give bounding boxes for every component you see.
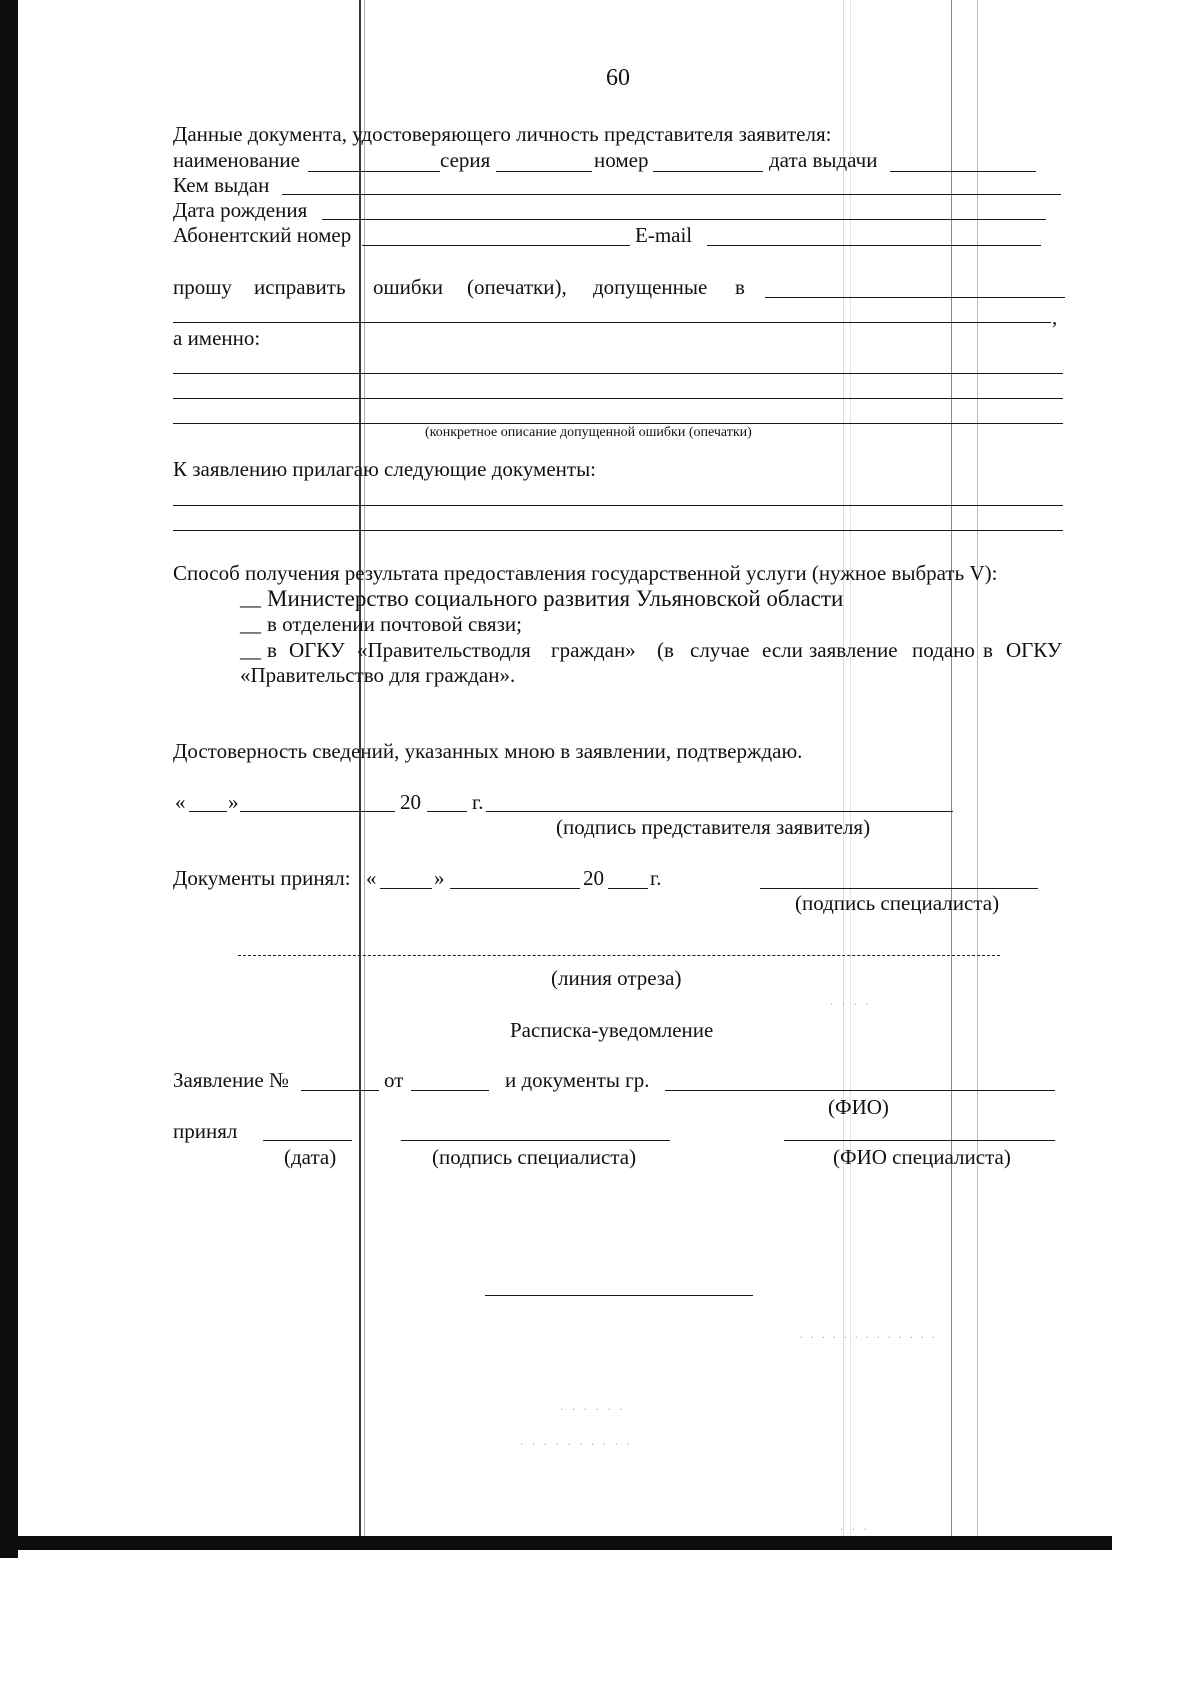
delivery-option-ogku-word: случае xyxy=(690,638,750,662)
specialist-signature-caption: (подпись специалиста) xyxy=(795,891,1000,915)
delivery-option-post: в отделении почтовой связи; xyxy=(267,612,522,636)
email-field[interactable] xyxy=(707,245,1041,246)
id-number-field[interactable] xyxy=(653,171,763,172)
birth-date-field[interactable] xyxy=(322,219,1046,220)
request-word: исправить xyxy=(254,275,346,299)
birth-date-label: Дата рождения xyxy=(173,198,308,222)
delivery-option-ogku-word: ОГКУ xyxy=(289,638,345,662)
application-from-label: от xyxy=(384,1068,404,1092)
representative-signature-caption: (подпись представителя заявителя) xyxy=(556,815,871,839)
id-series-label: серия xyxy=(440,148,491,172)
id-issue-date-field[interactable] xyxy=(890,171,1036,172)
accepted-year-prefix: 20 xyxy=(583,866,604,890)
date-year-suffix: г. xyxy=(472,790,484,814)
representative-id-heading: Данные документа, удостоверяющего личность представителя заявителя: xyxy=(173,122,832,146)
request-word: в xyxy=(735,275,745,299)
accepted-quote-close: » xyxy=(434,866,445,890)
id-name-field[interactable] xyxy=(308,171,440,172)
date-month-field[interactable] xyxy=(240,811,395,812)
date-year-field[interactable] xyxy=(427,811,467,812)
scan-speckle: · · · xyxy=(840,1525,870,1536)
error-description-line[interactable] xyxy=(173,373,1063,374)
scan-fold-line xyxy=(977,0,978,1536)
request-word: прошу xyxy=(173,275,232,299)
application-number-label: Заявление № xyxy=(173,1068,290,1092)
delivery-option-ministry: Министерство социального развития Ульяновской области xyxy=(267,586,844,611)
receipt-accepted-label: принял xyxy=(173,1119,238,1143)
scan-left-border xyxy=(0,0,18,1558)
accepted-day-field[interactable] xyxy=(380,888,432,889)
delivery-option-ogku-word: подано xyxy=(912,638,975,662)
scan-speckle: · · · · · · · · · · xyxy=(520,1440,633,1451)
accepted-label: Документы принял: xyxy=(173,866,351,890)
citizen-fio-caption: (ФИО) xyxy=(828,1095,889,1119)
line-comma: , xyxy=(1052,305,1058,329)
request-word: (опечатки), xyxy=(467,275,567,299)
delivery-heading: Способ получения результата предоставления государственной услуги (нужное выбрать V): xyxy=(173,561,998,585)
error-document-field-cont[interactable] xyxy=(173,322,1051,323)
attachments-label: К заявлению прилагаю следующие документы: xyxy=(173,457,597,481)
delivery-option-ogku-word: если xyxy=(762,638,803,662)
error-description-caption: (конкретное описание допущенной ошибки (опечатки) xyxy=(425,425,752,440)
error-description-line[interactable] xyxy=(173,398,1063,399)
error-document-field[interactable] xyxy=(765,297,1065,298)
request-word: ошибки xyxy=(373,275,444,299)
scan-fold-line xyxy=(359,0,361,1536)
delivery-checkbox-ministry[interactable]: __ xyxy=(240,586,261,610)
delivery-option-ogku-word: (в xyxy=(657,638,674,662)
receipt-specialist-fio-field[interactable] xyxy=(784,1140,1055,1141)
date-day-field[interactable] xyxy=(189,811,227,812)
representative-signature-field[interactable] xyxy=(486,811,953,812)
scan-bottom-border xyxy=(0,1536,1112,1550)
footer-line xyxy=(485,1295,753,1296)
issued-by-field[interactable] xyxy=(282,194,1061,195)
delivery-checkbox-ogku[interactable]: __ xyxy=(240,638,261,662)
error-description-line[interactable] xyxy=(173,423,1063,424)
phone-label: Абонентский номер xyxy=(173,223,352,247)
scan-fold-line xyxy=(850,0,851,1536)
receipt-signature-caption: (подпись специалиста) xyxy=(432,1145,637,1169)
email-label: E-mail xyxy=(635,223,693,247)
scan-fold-line xyxy=(951,0,952,1536)
date-quote-close: » xyxy=(228,790,239,814)
scan-speckle: · · · · · · xyxy=(560,1405,626,1416)
application-date-field[interactable] xyxy=(411,1090,489,1091)
id-number-label: номер xyxy=(594,148,649,172)
cut-line-caption: (линия отреза) xyxy=(551,966,682,990)
phone-field[interactable] xyxy=(362,245,630,246)
accepted-month-field[interactable] xyxy=(450,888,580,889)
specialist-signature-field[interactable] xyxy=(760,888,1038,889)
delivery-option-ogku-word: граждан» xyxy=(551,638,636,662)
attachments-line[interactable] xyxy=(173,505,1063,506)
delivery-option-ogku-word: «Правительство xyxy=(357,638,501,662)
receipt-specialist-fio-caption: (ФИО специалиста) xyxy=(833,1145,1011,1169)
delivery-checkbox-post[interactable]: __ xyxy=(240,612,261,636)
delivery-option-ogku-cont: «Правительство для граждан». xyxy=(240,663,516,687)
delivery-option-ogku-word: в xyxy=(983,638,993,662)
scan-fold-line xyxy=(843,0,844,1536)
id-issue-date-label: дата выдачи xyxy=(769,148,878,172)
id-name-label: наименование xyxy=(173,148,300,172)
citizen-fio-field[interactable] xyxy=(665,1090,1055,1091)
date-quote-open: « xyxy=(175,790,186,814)
application-docs-label: и документы гр. xyxy=(505,1068,650,1092)
delivery-option-ogku-word: для xyxy=(500,638,531,662)
application-number-field[interactable] xyxy=(301,1090,379,1091)
receipt-date-caption: (дата) xyxy=(284,1145,337,1169)
delivery-option-ogku-word: ОГКУ xyxy=(1006,638,1062,662)
namely-label: а именно: xyxy=(173,326,261,350)
issued-by-label: Кем выдан xyxy=(173,173,270,197)
delivery-option-ogku-word: заявление xyxy=(809,638,898,662)
receipt-signature-field[interactable] xyxy=(401,1140,670,1141)
confirmation-text: Достоверность сведений, указанных мною в заявлении, подтверждаю. xyxy=(173,739,803,763)
attachments-line[interactable] xyxy=(173,530,1063,531)
delivery-option-ogku-word: в xyxy=(267,638,277,662)
id-series-field[interactable] xyxy=(496,171,592,172)
page-number: 60 xyxy=(606,65,630,91)
accepted-quote-open: « xyxy=(366,866,377,890)
request-word: допущенные xyxy=(593,275,708,299)
date-year-prefix: 20 xyxy=(400,790,421,814)
scan-speckle: · · · · xyxy=(830,1000,872,1011)
accepted-year-suffix: г. xyxy=(650,866,662,890)
accepted-year-field[interactable] xyxy=(608,888,648,889)
receipt-date-field[interactable] xyxy=(263,1140,352,1141)
scan-fold-line xyxy=(364,0,365,1536)
scan-speckle: . . . . . . . . . . . . . xyxy=(800,1330,938,1341)
cut-line xyxy=(238,955,1000,956)
receipt-title: Расписка-уведомление xyxy=(510,1018,714,1042)
